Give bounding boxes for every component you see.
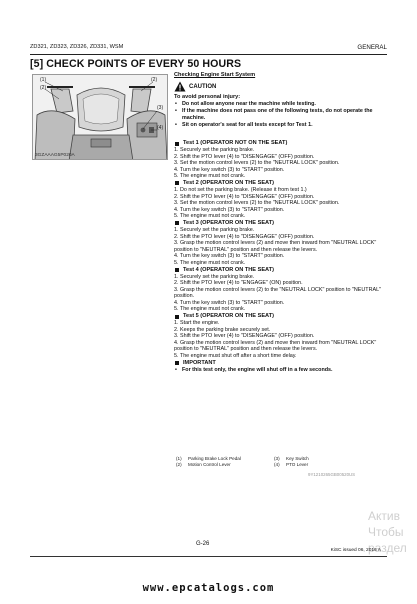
- callout-4: (4): [157, 125, 164, 131]
- legend-number: (4): [274, 462, 280, 468]
- test-step: 5. The engine must not crank.: [174, 306, 246, 313]
- footer-url[interactable]: www.epcatalogs.com: [142, 582, 275, 594]
- test-step: 5. The engine must not crank.: [174, 173, 246, 180]
- header-models: ZD321, ZD323, ZD326, ZD331, WSM: [30, 44, 124, 50]
- test-step: 4. Grasp the motion control levers (2) and move then inward from "NEUTRAL LOCK" position to "NEUTRAL" position and then release the levers.: [174, 339, 377, 353]
- test-heading: [174, 220, 388, 227]
- test-title: Test 4 (OPERATOR ON THE SEAT): [183, 266, 274, 273]
- test-step: 4. Turn the key switch (3) to "START" position.: [174, 166, 285, 173]
- test-title: Test 3 (OPERATOR ON THE SEAT): [183, 219, 274, 226]
- legend-number: (1): [176, 456, 182, 461]
- test-step: 2. Shift the PTO lever (4) to "DISENGAGE" (OFF) position.: [174, 193, 315, 200]
- operator-station-figure: [32, 74, 168, 160]
- test-step: 3. Shift the PTO lever (4) to "DISENGAGE" (OFF) position.: [174, 333, 315, 340]
- caution-bullet: • Sit on operator's seat for all tests except for Test 1.: [174, 122, 384, 129]
- test-step: 3. Set the motion control levers (2) to the "NEUTRAL LOCK" position.: [174, 160, 340, 167]
- header-rule: [30, 54, 387, 55]
- test-heading: [174, 313, 388, 320]
- callout-2-left: (2): [40, 85, 47, 91]
- caution-block: [174, 72, 384, 129]
- square-bullet-icon: [175, 315, 179, 319]
- test-step: 5. The engine must not crank.: [174, 213, 246, 220]
- test-step: 2. Shift the PTO lever (4) to "DISENGAGE" (OFF) position.: [174, 233, 315, 240]
- warning-triangle-icon: [174, 81, 186, 92]
- test-step: 1. Securely set the parking brake.: [174, 147, 255, 153]
- caution-bullet: • Do not allow anyone near the machine while testing.: [174, 101, 384, 108]
- test-heading: [174, 267, 388, 274]
- legend-label: Parking Brake Lock Pedal: [188, 456, 241, 461]
- square-bullet-icon: [175, 221, 179, 225]
- important-title: IMPORTANT: [183, 359, 216, 366]
- caution-header: [174, 81, 384, 92]
- test-title: Test 2 (OPERATOR ON THE SEAT): [183, 179, 274, 186]
- figure-code: 3GZAAAG5P020A: [35, 153, 75, 158]
- test-step: 1. Do not set the parking brake. (Release it from test 1.): [174, 186, 307, 193]
- document-id: 9Y1210265GB00520US: [308, 472, 356, 477]
- test-title: Test 5 (OPERATOR ON THE SEAT): [183, 313, 274, 320]
- legend-number: (3): [274, 456, 280, 461]
- test-heading: [174, 180, 388, 187]
- important-heading: [174, 360, 388, 367]
- section-heading: Checking Engine Start System: [174, 72, 256, 78]
- caution-label: CAUTION: [189, 83, 217, 90]
- test-step: 1. Start the engine.: [174, 320, 220, 327]
- test-step: 2. Shift the PTO lever (4) to "ENGAGE" (ON) position.: [174, 280, 303, 287]
- operator-station-illustration: [33, 75, 168, 160]
- page-number: G-26: [196, 541, 210, 547]
- important-bullet: • For this test only, the engine will shut off in a few seconds.: [174, 367, 388, 374]
- square-bullet-icon: [175, 142, 179, 146]
- test-heading: [174, 140, 388, 147]
- test-step: 2. Keeps the parking brake securely set.: [174, 326, 271, 333]
- test-step: 3. Grasp the motion control levers (2) to the "NEUTRAL LOCK" position to "NEUTRAL" position.: [174, 286, 381, 300]
- footer-rule: [30, 556, 387, 557]
- watermark-line: Актив: [368, 509, 400, 523]
- square-bullet-icon: [175, 181, 179, 185]
- test-step: 1. Securely set the parking brake.: [174, 273, 255, 280]
- square-bullet-icon: [175, 268, 179, 272]
- test-step: 4. Turn the key switch (3) to "START" position.: [174, 206, 285, 213]
- legend-row: [176, 462, 376, 468]
- tests-list: [174, 140, 388, 374]
- test-step: 4. Turn the key switch (3) to "START" position.: [174, 299, 285, 306]
- test-step: 1. Securely set the parking brake.: [174, 226, 255, 233]
- test-title: Test 1 (OPERATOR NOT ON THE SEAT): [183, 140, 288, 146]
- callout-2-right: (2): [151, 77, 158, 83]
- test-step: 3. Set the motion control levers (2) to the "NEUTRAL LOCK" position.: [174, 200, 340, 207]
- legend-label: PTO Lever: [286, 462, 309, 468]
- square-bullet-icon: [175, 361, 179, 365]
- test-step: 5. The engine must shut off after a short time delay.: [174, 353, 297, 360]
- legend-number: (2): [176, 462, 182, 468]
- figure-legend: [176, 456, 376, 468]
- callout-3: (3): [157, 105, 164, 111]
- test-step: 2. Shift the PTO lever (4) to "DISENGAGE" (OFF) position.: [174, 153, 315, 160]
- watermark-line: раздел: [368, 541, 407, 555]
- page-header: [30, 44, 387, 54]
- watermark-line: Чтобы: [368, 525, 404, 539]
- test-step: 5. The engine must not crank.: [174, 259, 246, 266]
- test-step: 4. Turn the key switch (3) to "START" position.: [174, 253, 285, 260]
- test-step: 3. Grasp the motion control levers (2) and move then inward from "NEUTRAL LOCK" position to "NEUTRAL" position and then release the levers.: [174, 240, 377, 253]
- header-section: GENERAL: [357, 44, 387, 51]
- caution-bullet: • If the machine does not pass one of the following tests, do not operate the machine.: [174, 108, 384, 122]
- legend-label: Key Switch: [286, 456, 309, 461]
- legend-label: Motion Control Lever: [188, 462, 231, 468]
- page-title: [5] CHECK POINTS OF EVERY 50 HOURS: [30, 58, 242, 70]
- caution-intro: To avoid personal injury:: [174, 94, 241, 100]
- issued-note: KiSC issued 06, 2016 A: [330, 548, 381, 553]
- callout-1: (1): [40, 77, 47, 83]
